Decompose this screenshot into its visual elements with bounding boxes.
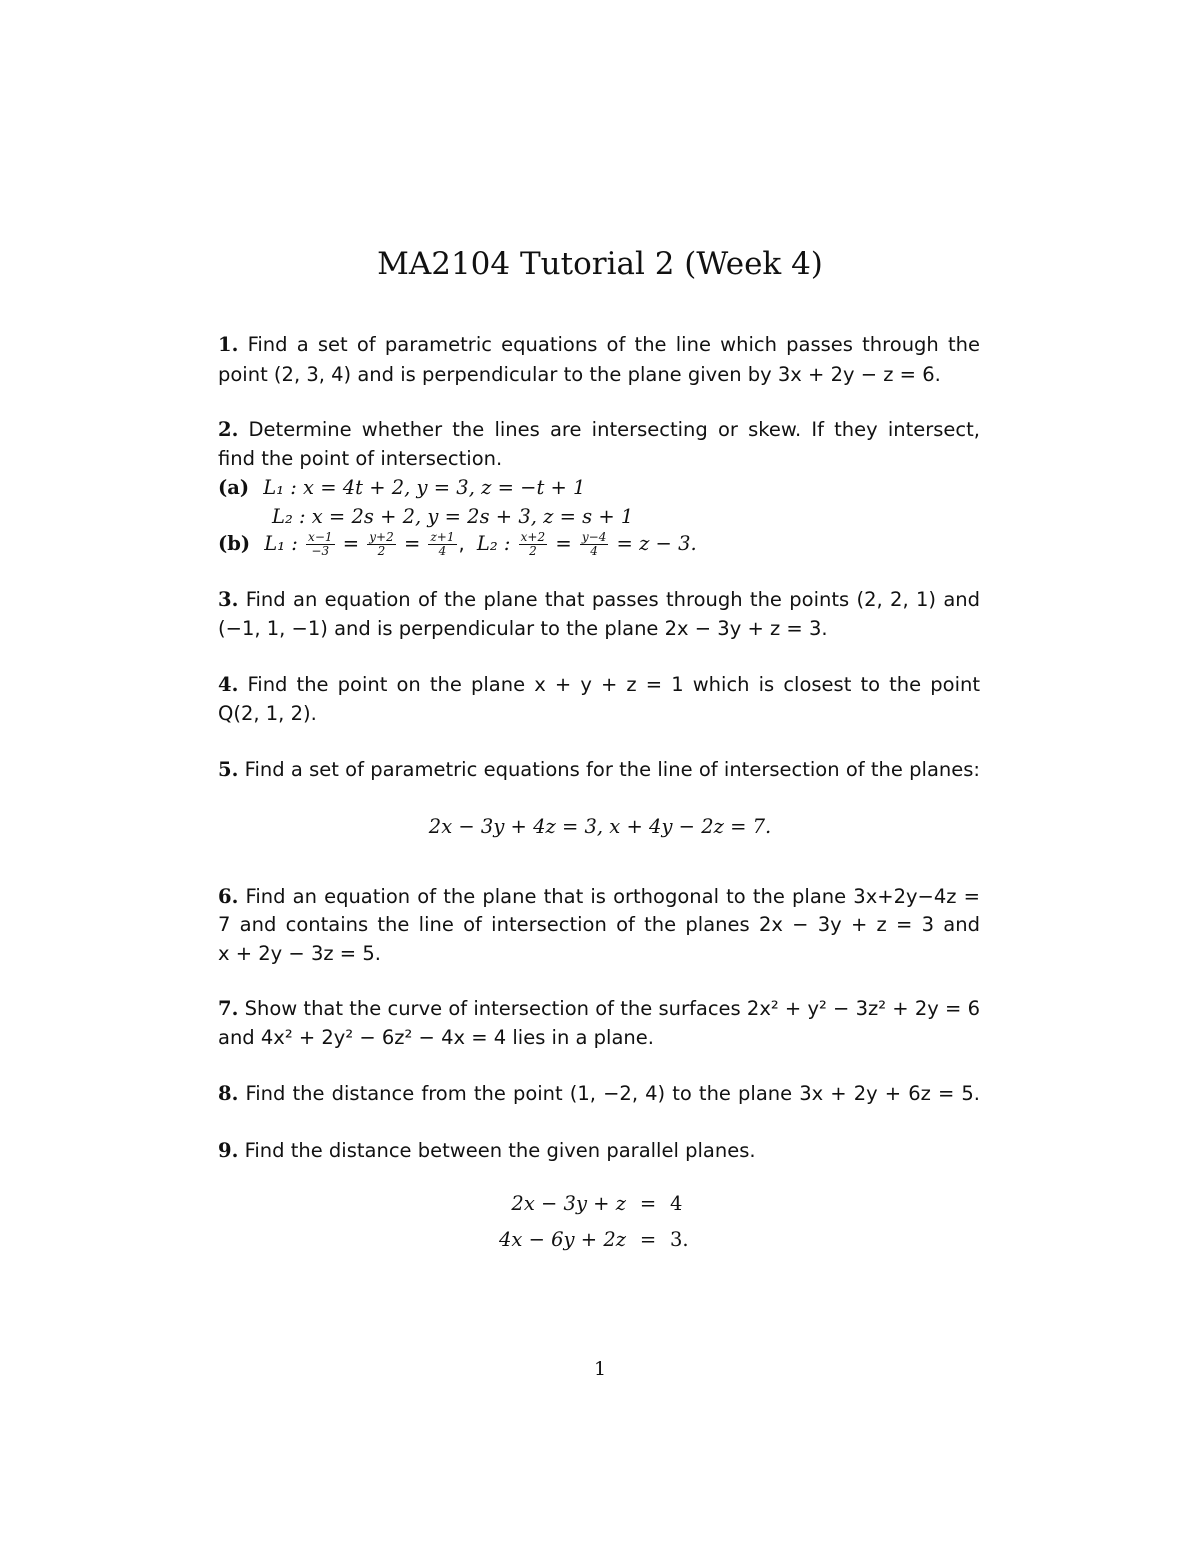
problem-5-equation: 2x − 3y + 4z = 3, x + 4y − 2z = 7. — [428, 815, 772, 838]
problem-text: Find a set of parametric equations for the line of intersection of the planes: — [244, 758, 980, 781]
equation-tail: = z − 3. — [616, 532, 697, 555]
problem-number: 9. — [218, 1139, 239, 1162]
equation-row: 2x − 3y + z = 4 — [511, 1192, 683, 1215]
problem-9-equations — [430, 1186, 770, 1258]
problem-5-line-1 — [218, 756, 980, 784]
problem-7-line-1 — [218, 995, 980, 1023]
problem-number: 7. — [218, 997, 239, 1020]
equation-l2: L₂ : x = 2s + 2, y = 2s + 3, z = s + 1 — [272, 505, 634, 528]
fraction: $\frac{x+2}{2}$ — [520, 530, 546, 558]
problem-3-line-1 — [218, 586, 980, 614]
problem-2a-line-2 — [272, 503, 772, 531]
problem-number: 6. — [218, 885, 239, 908]
problem-number: 1. — [218, 333, 239, 356]
problem-number: 2. — [218, 418, 239, 441]
part-label: (a) — [218, 476, 250, 499]
problem-8-line-1 — [218, 1080, 980, 1108]
problem-1-line-2: point (2, 3, 4) and is perpendicular to the plane given by 3x + 2y − z = 6. — [218, 363, 941, 386]
line-label-l2: L₂ : — [476, 532, 511, 555]
fraction: $\frac{z+1}{4}$ — [430, 530, 455, 558]
problem-6-line-3: x + 2y − 3z = 5. — [218, 942, 381, 965]
problem-text: Find the distance from the point (1, −2, 4) to the plane 3x + 2y + 6z = 5. — [245, 1082, 980, 1105]
problem-text: Show that the curve of intersection of the surfaces 2x² + y² − 3z² + 2y = 6 — [244, 997, 980, 1020]
problem-text: Find an equation of the plane that passes through the points (2, 2, 1) and — [245, 588, 981, 611]
equation-row: 4x − 6y + 2z = 3. — [499, 1228, 689, 1251]
equation-l1: L₁ : x = 4t + 2, y = 3, z = −t + 1 — [263, 476, 586, 499]
problem-4-line-2: Q(2, 1, 2). — [218, 702, 317, 725]
problem-9-line-1 — [218, 1137, 980, 1165]
problem-2-line-2: find the point of intersection. — [218, 447, 503, 470]
fraction: $\frac{y+2}{2}$ — [369, 530, 394, 558]
line-label-l1: L₁ : — [264, 532, 298, 555]
problem-1-line-1 — [218, 331, 980, 359]
problem-6-line-1 — [218, 883, 980, 911]
problem-6-line-2: 7 and contains the line of intersection of the planes 2x − 3y + z = 3 and — [218, 913, 980, 936]
page-number: 1 — [593, 1358, 607, 1380]
problem-text: Find the distance between the given parallel planes. — [244, 1139, 756, 1162]
problem-number: 8. — [218, 1082, 239, 1105]
problem-3-line-2: (−1, 1, −1) and is perpendicular to the plane 2x − 3y + z = 3. — [218, 617, 828, 640]
problem-text: Determine whether the lines are intersecting or skew. If they intersect, — [248, 418, 980, 441]
fraction: $\frac{y-4}{4}$ — [581, 530, 607, 558]
problem-text: Find a set of parametric equations of the line which passes through the — [247, 333, 980, 356]
problem-number: 4. — [218, 673, 239, 696]
problem-number: 5. — [218, 758, 239, 781]
problem-7-line-2: and 4x² + 2y² − 6z² − 4x = 4 lies in a plane. — [218, 1026, 654, 1049]
part-label: (b) — [218, 532, 251, 555]
problem-text: Find an equation of the plane that is orthogonal to the plane 3x+2y−4z = — [245, 885, 980, 908]
problem-2a-line-1 — [218, 474, 980, 502]
problem-text: Find the point on the plane x + y + z = 1 which is closest to the point — [247, 673, 980, 696]
problem-number: 3. — [218, 588, 239, 611]
fraction: $\frac{x-1}{-3}$ — [308, 530, 333, 558]
problem-2b-line: (b) L₁ : $\frac{x-1}{-3}$ = $\frac{y+2}{2}$ = $\frac{z+1}{4}$ , L₂ : $\frac{x+2}{2}$ = $\frac{y-4}{4}$ = z − 3. — [218, 530, 697, 558]
problem-2-line-1 — [218, 416, 980, 444]
page-title: MA2104 Tutorial 2 (Week 4) — [377, 246, 823, 282]
problem-4-line-1 — [218, 671, 980, 699]
